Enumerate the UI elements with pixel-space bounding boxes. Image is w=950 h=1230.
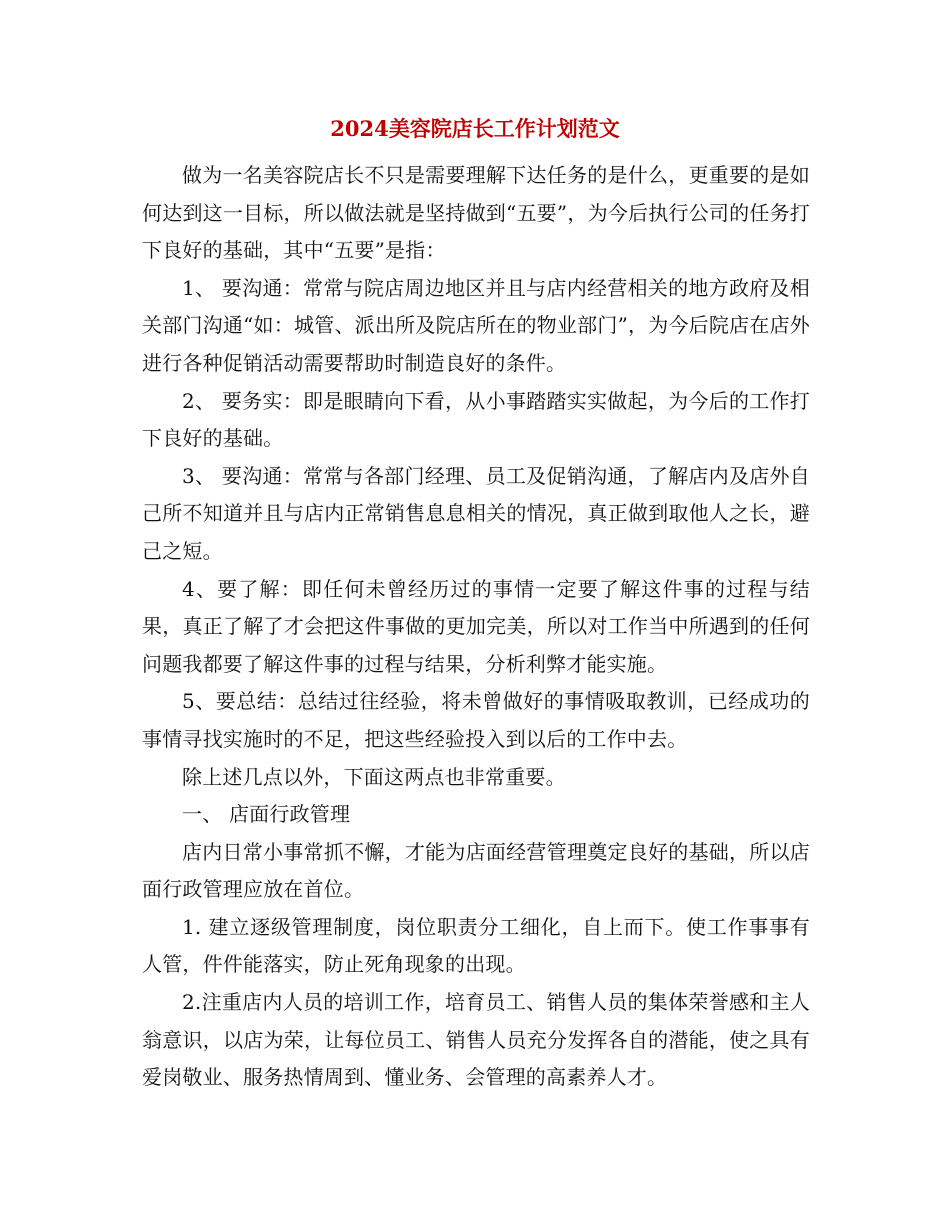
point-communicate-local: 1、 要沟通：常常与院店周边地区并且与店内经营相关的地方政府及相关部门沟通“如：城管、派出所及院店所在的物业部门”，为今后院店在店外进行各种促销活动需要帮助时制造良好的条件。 (142, 275, 810, 375)
point-pragmatic: 2、 要务实：即是眼睛向下看，从小事踏踏实实做起，为今后的工作打下良好的基础。 (142, 388, 810, 451)
admin-intro-paragraph: 店内日常小事常抓不懈，才能为店面经营管理奠定良好的基础，所以店面行政管理应放在首位。 (142, 839, 810, 902)
document-body (142, 157, 810, 1097)
admin-item-2: 2.注重店内人员的培训工作，培育员工、销售人员的集体荣誉感和主人翁意识，以店为荣，让每位员工、销售人员充分发挥各自的潜能，使之具有爱岗敬业、服务热情周到、懂业务、会管理的高素养人才。 (142, 990, 810, 1090)
admin-item-1: 1. 建立逐级管理制度，岗位职责分工细化，自上而下。使工作事事有人管，件件能落实，防止死角现象的出现。 (142, 914, 810, 977)
point-understand: 4、要了解：即任何未曾经历过的事情一定要了解这件事的过程与结果，真正了解了才会把这件事做的更加完美，所以对工作当中所遇到的任何问题我都要了解这件事的过程与结果，分析利弊才能实施。 (142, 576, 810, 676)
intro-paragraph: 做为一名美容院店长不只是需要理解下达任务的是什么，更重要的是如何达到这一目标，所以做法就是坚持做到“五要”，为今后执行公司的任务打下良好的基础，其中“五要”是指： (142, 163, 810, 263)
document-title: 2024美容院店长工作计划范文 (330, 116, 620, 141)
point-communicate-staff: 3、 要沟通：常常与各部门经理、员工及促销沟通，了解店内及店外自己所不知道并且与店内正常销售息息相关的情况，真正做到取他人之长，避己之短。 (142, 463, 810, 563)
transition-paragraph: 除上述几点以外，下面这两点也非常重要。 (182, 764, 566, 789)
point-summarize: 5、要总结：总结过往经验，将未曾做好的事情吸取教训，已经成功的事情寻找实施时的不足，把这些经验投入到以后的工作中去。 (142, 689, 810, 751)
section-heading-admin: 一、 店面行政管理 (182, 802, 351, 827)
